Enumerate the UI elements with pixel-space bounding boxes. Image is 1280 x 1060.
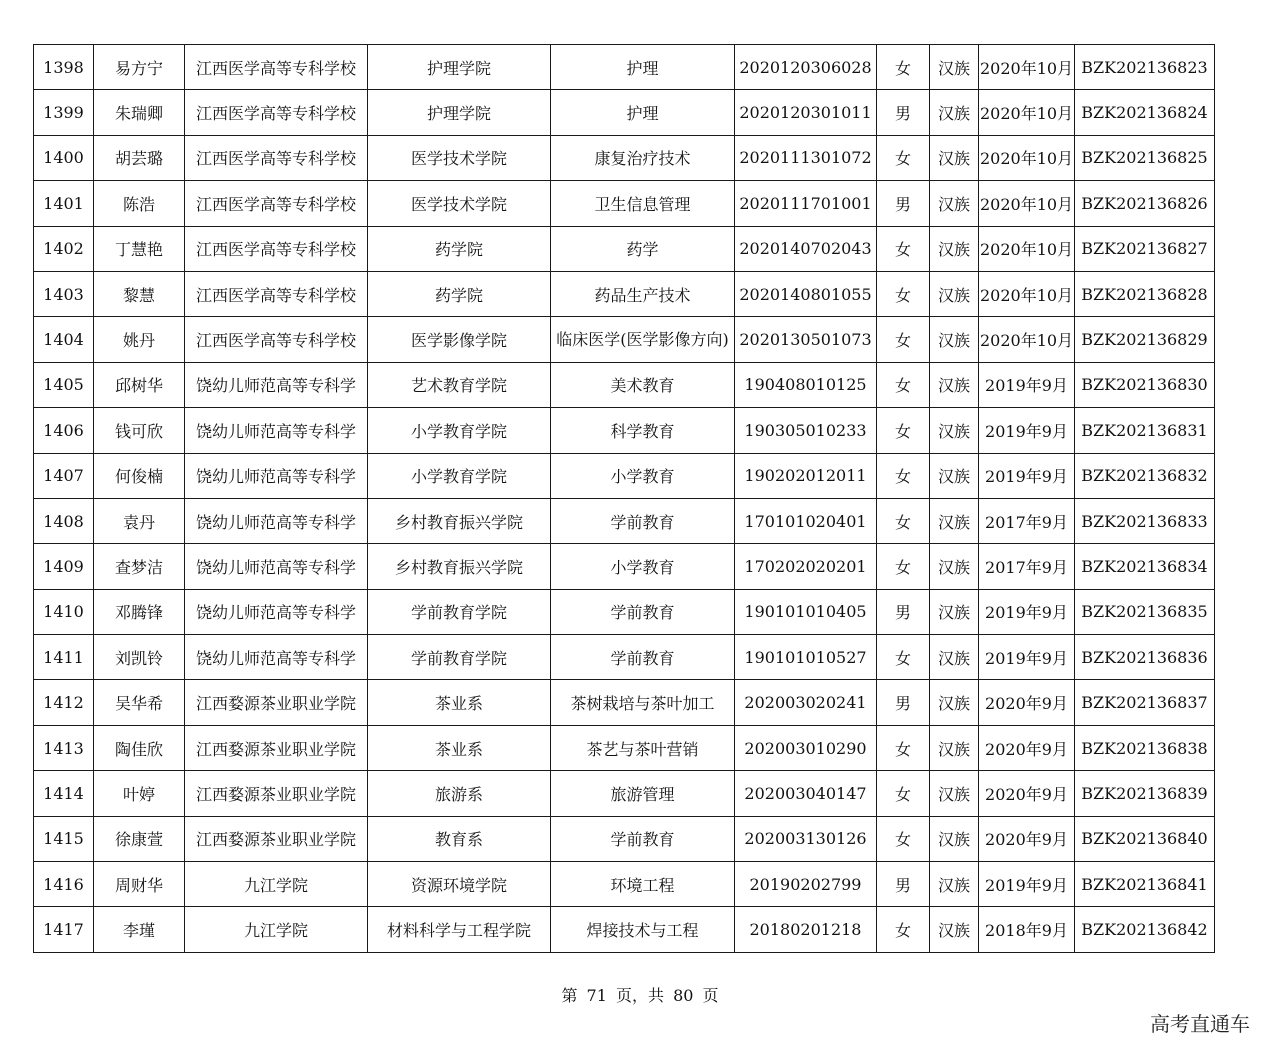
table-row — [34, 271, 1215, 316]
cell-name: 吴华希 — [94, 680, 185, 725]
cell-enrolled: 2019年9月 — [979, 635, 1075, 680]
cell-major: 学前教育 — [551, 816, 735, 861]
table-row — [34, 90, 1215, 135]
cell-college: 教育系 — [368, 816, 551, 861]
cell-college: 学前教育学院 — [368, 635, 551, 680]
cell-seq: 1404 — [34, 317, 94, 362]
roster-body — [34, 45, 1215, 953]
cell-student-id: 170202020201 — [735, 544, 877, 589]
cell-enrolled: 2020年9月 — [979, 771, 1075, 816]
cell-major: 药品生产技术 — [551, 271, 735, 316]
cell-major: 康复治疗技术 — [551, 135, 735, 180]
cell-major: 学前教育 — [551, 589, 735, 634]
cell-major: 科学教育 — [551, 408, 735, 453]
cell-college: 茶业系 — [368, 680, 551, 725]
cell-ethnicity: 汉族 — [930, 226, 979, 271]
cell-seq: 1403 — [34, 271, 94, 316]
cell-school: 饶幼儿师范高等专科学 — [185, 635, 368, 680]
cell-seq: 1399 — [34, 90, 94, 135]
cell-college: 小学教育学院 — [368, 453, 551, 498]
cell-cert-no: BZK202136828 — [1075, 271, 1215, 316]
cell-major: 小学教育 — [551, 544, 735, 589]
cell-seq: 1408 — [34, 498, 94, 543]
cell-seq: 1398 — [34, 45, 94, 90]
cell-college: 材料科学与工程学院 — [368, 907, 551, 952]
cell-cert-no: BZK202136840 — [1075, 816, 1215, 861]
cell-enrolled: 2020年9月 — [979, 725, 1075, 770]
cell-gender: 女 — [877, 271, 930, 316]
cell-cert-no: BZK202136836 — [1075, 635, 1215, 680]
cell-school: 江西婺源茶业职业学院 — [185, 816, 368, 861]
cell-gender: 女 — [877, 453, 930, 498]
cell-school: 九江学院 — [185, 862, 368, 907]
cell-major: 焊接技术与工程 — [551, 907, 735, 952]
cell-college: 药学院 — [368, 226, 551, 271]
cell-ethnicity: 汉族 — [930, 90, 979, 135]
table-row — [34, 181, 1215, 226]
cell-student-id: 190101010405 — [735, 589, 877, 634]
cell-cert-no: BZK202136834 — [1075, 544, 1215, 589]
cell-gender: 男 — [877, 680, 930, 725]
cell-gender: 男 — [877, 862, 930, 907]
cell-name: 陶佳欣 — [94, 725, 185, 770]
cell-college: 乡村教育振兴学院 — [368, 544, 551, 589]
cell-major: 药学 — [551, 226, 735, 271]
cell-student-id: 2020140702043 — [735, 226, 877, 271]
cell-seq: 1411 — [34, 635, 94, 680]
cell-major: 护理 — [551, 45, 735, 90]
cell-name: 易方宁 — [94, 45, 185, 90]
cell-enrolled: 2020年10月 — [979, 181, 1075, 226]
cell-college: 乡村教育振兴学院 — [368, 498, 551, 543]
cell-enrolled: 2020年10月 — [979, 135, 1075, 180]
table-row — [34, 498, 1215, 543]
cell-gender: 女 — [877, 498, 930, 543]
table-row — [34, 135, 1215, 180]
table-row — [34, 816, 1215, 861]
cell-major: 茶树栽培与茶叶加工 — [551, 680, 735, 725]
cell-school: 九江学院 — [185, 907, 368, 952]
cell-ethnicity: 汉族 — [930, 589, 979, 634]
cell-school: 江西婺源茶业职业学院 — [185, 680, 368, 725]
cell-college: 茶业系 — [368, 725, 551, 770]
cell-major: 临床医学(医学影像方向) — [551, 317, 735, 362]
cell-name: 何俊楠 — [94, 453, 185, 498]
cell-enrolled: 2020年10月 — [979, 45, 1075, 90]
cell-ethnicity: 汉族 — [930, 635, 979, 680]
cell-school: 饶幼儿师范高等专科学 — [185, 408, 368, 453]
cell-college: 旅游系 — [368, 771, 551, 816]
cell-student-id: 202003130126 — [735, 816, 877, 861]
cell-name: 叶婷 — [94, 771, 185, 816]
cell-gender: 女 — [877, 408, 930, 453]
cell-major: 旅游管理 — [551, 771, 735, 816]
cell-name: 陈浩 — [94, 181, 185, 226]
table-row — [34, 453, 1215, 498]
cell-school: 江西医学高等专科学校 — [185, 226, 368, 271]
cell-cert-no: BZK202136841 — [1075, 862, 1215, 907]
cell-enrolled: 2019年9月 — [979, 453, 1075, 498]
cell-enrolled: 2020年10月 — [979, 271, 1075, 316]
table-row — [34, 589, 1215, 634]
cell-major: 护理 — [551, 90, 735, 135]
cell-student-id: 20180201218 — [735, 907, 877, 952]
cell-major: 美术教育 — [551, 362, 735, 407]
cell-student-id: 202003010290 — [735, 725, 877, 770]
cell-cert-no: BZK202136833 — [1075, 498, 1215, 543]
cell-seq: 1417 — [34, 907, 94, 952]
cell-name: 徐康萱 — [94, 816, 185, 861]
cell-school: 江西医学高等专科学校 — [185, 181, 368, 226]
cell-name: 袁丹 — [94, 498, 185, 543]
cell-ethnicity: 汉族 — [930, 317, 979, 362]
table-row — [34, 725, 1215, 770]
cell-ethnicity: 汉族 — [930, 271, 979, 316]
cell-enrolled: 2017年9月 — [979, 544, 1075, 589]
cell-enrolled: 2020年9月 — [979, 680, 1075, 725]
cell-name: 姚丹 — [94, 317, 185, 362]
table-row — [34, 544, 1215, 589]
cell-ethnicity: 汉族 — [930, 135, 979, 180]
cell-college: 资源环境学院 — [368, 862, 551, 907]
cell-college: 护理学院 — [368, 45, 551, 90]
cell-seq: 1401 — [34, 181, 94, 226]
cell-college: 药学院 — [368, 271, 551, 316]
cell-gender: 女 — [877, 816, 930, 861]
cell-enrolled: 2020年10月 — [979, 90, 1075, 135]
cell-school: 饶幼儿师范高等专科学 — [185, 589, 368, 634]
cell-cert-no: BZK202136835 — [1075, 589, 1215, 634]
cell-major: 小学教育 — [551, 453, 735, 498]
cell-college: 医学技术学院 — [368, 135, 551, 180]
table-row — [34, 907, 1215, 952]
cell-seq: 1414 — [34, 771, 94, 816]
table-row — [34, 862, 1215, 907]
cell-student-id: 190101010527 — [735, 635, 877, 680]
cell-cert-no: BZK202136831 — [1075, 408, 1215, 453]
cell-school: 江西婺源茶业职业学院 — [185, 771, 368, 816]
cell-seq: 1412 — [34, 680, 94, 725]
cell-ethnicity: 汉族 — [930, 408, 979, 453]
cell-ethnicity: 汉族 — [930, 45, 979, 90]
cell-name: 朱瑞卿 — [94, 90, 185, 135]
cell-cert-no: BZK202136842 — [1075, 907, 1215, 952]
cell-cert-no: BZK202136837 — [1075, 680, 1215, 725]
cell-student-id: 2020120306028 — [735, 45, 877, 90]
cell-gender: 女 — [877, 362, 930, 407]
cell-name: 钱可欣 — [94, 408, 185, 453]
cell-cert-no: BZK202136829 — [1075, 317, 1215, 362]
cell-student-id: 190305010233 — [735, 408, 877, 453]
cell-school: 江西医学高等专科学校 — [185, 90, 368, 135]
cell-gender: 女 — [877, 771, 930, 816]
cell-student-id: 202003040147 — [735, 771, 877, 816]
cell-ethnicity: 汉族 — [930, 680, 979, 725]
cell-major: 环境工程 — [551, 862, 735, 907]
cell-ethnicity: 汉族 — [930, 498, 979, 543]
cell-school: 江西医学高等专科学校 — [185, 317, 368, 362]
cell-seq: 1416 — [34, 862, 94, 907]
table-row — [34, 635, 1215, 680]
cell-school: 饶幼儿师范高等专科学 — [185, 453, 368, 498]
cell-seq: 1406 — [34, 408, 94, 453]
cell-enrolled: 2019年9月 — [979, 408, 1075, 453]
cell-ethnicity: 汉族 — [930, 771, 979, 816]
cell-name: 周财华 — [94, 862, 185, 907]
table-row — [34, 45, 1215, 90]
cell-major: 卫生信息管理 — [551, 181, 735, 226]
cell-cert-no: BZK202136839 — [1075, 771, 1215, 816]
table-row — [34, 317, 1215, 362]
cell-cert-no: BZK202136825 — [1075, 135, 1215, 180]
cell-cert-no: BZK202136826 — [1075, 181, 1215, 226]
cell-name: 胡芸璐 — [94, 135, 185, 180]
cell-enrolled: 2018年9月 — [979, 907, 1075, 952]
cell-seq: 1407 — [34, 453, 94, 498]
cell-seq: 1410 — [34, 589, 94, 634]
cell-college: 小学教育学院 — [368, 408, 551, 453]
page-number: 第 71 页，共 80 页 — [561, 986, 719, 1005]
cell-ethnicity: 汉族 — [930, 862, 979, 907]
cell-school: 江西婺源茶业职业学院 — [185, 725, 368, 770]
cell-gender: 男 — [877, 90, 930, 135]
cell-name: 李瑾 — [94, 907, 185, 952]
table-row — [34, 226, 1215, 271]
cell-seq: 1413 — [34, 725, 94, 770]
table-row — [34, 680, 1215, 725]
cell-name: 邓腾锋 — [94, 589, 185, 634]
cell-student-id: 2020111701001 — [735, 181, 877, 226]
cell-cert-no: BZK202136832 — [1075, 453, 1215, 498]
cell-enrolled: 2020年10月 — [979, 226, 1075, 271]
cell-college: 护理学院 — [368, 90, 551, 135]
cell-college: 医学技术学院 — [368, 181, 551, 226]
cell-enrolled: 2020年10月 — [979, 317, 1075, 362]
table-row — [34, 408, 1215, 453]
cell-cert-no: BZK202136824 — [1075, 90, 1215, 135]
cell-gender: 女 — [877, 544, 930, 589]
cell-seq: 1415 — [34, 816, 94, 861]
cell-ethnicity: 汉族 — [930, 725, 979, 770]
cell-seq: 1405 — [34, 362, 94, 407]
cell-student-id: 2020111301072 — [735, 135, 877, 180]
cell-ethnicity: 汉族 — [930, 544, 979, 589]
cell-student-id: 20190202799 — [735, 862, 877, 907]
cell-ethnicity: 汉族 — [930, 362, 979, 407]
cell-enrolled: 2019年9月 — [979, 862, 1075, 907]
cell-gender: 女 — [877, 226, 930, 271]
cell-major: 学前教育 — [551, 498, 735, 543]
cell-ethnicity: 汉族 — [930, 907, 979, 952]
roster-table — [33, 44, 1215, 953]
cell-school: 江西医学高等专科学校 — [185, 135, 368, 180]
cell-enrolled: 2019年9月 — [979, 589, 1075, 634]
cell-gender: 女 — [877, 907, 930, 952]
cell-gender: 女 — [877, 317, 930, 362]
cell-school: 饶幼儿师范高等专科学 — [185, 362, 368, 407]
cell-gender: 女 — [877, 45, 930, 90]
cell-seq: 1402 — [34, 226, 94, 271]
cell-enrolled: 2019年9月 — [979, 362, 1075, 407]
cell-school: 饶幼儿师范高等专科学 — [185, 498, 368, 543]
cell-student-id: 202003020241 — [735, 680, 877, 725]
cell-enrolled: 2020年9月 — [979, 816, 1075, 861]
cell-cert-no: BZK202136830 — [1075, 362, 1215, 407]
cell-ethnicity: 汉族 — [930, 181, 979, 226]
cell-ethnicity: 汉族 — [930, 453, 979, 498]
cell-gender: 女 — [877, 135, 930, 180]
cell-college: 学前教育学院 — [368, 589, 551, 634]
watermark-logo-text: 高考直通车 — [1150, 1012, 1250, 1036]
cell-name: 丁慧艳 — [94, 226, 185, 271]
cell-cert-no: BZK202136823 — [1075, 45, 1215, 90]
cell-student-id: 190408010125 — [735, 362, 877, 407]
cell-cert-no: BZK202136838 — [1075, 725, 1215, 770]
cell-gender: 女 — [877, 725, 930, 770]
cell-student-id: 2020120301011 — [735, 90, 877, 135]
cell-seq: 1400 — [34, 135, 94, 180]
cell-student-id: 2020130501073 — [735, 317, 877, 362]
cell-college: 艺术教育学院 — [368, 362, 551, 407]
cell-enrolled: 2017年9月 — [979, 498, 1075, 543]
cell-gender: 男 — [877, 589, 930, 634]
cell-name: 查梦洁 — [94, 544, 185, 589]
cell-cert-no: BZK202136827 — [1075, 226, 1215, 271]
cell-name: 邱树华 — [94, 362, 185, 407]
cell-name: 刘凯铃 — [94, 635, 185, 680]
cell-student-id: 190202012011 — [735, 453, 877, 498]
cell-gender: 男 — [877, 181, 930, 226]
cell-student-id: 2020140801055 — [735, 271, 877, 316]
cell-seq: 1409 — [34, 544, 94, 589]
table-row — [34, 362, 1215, 407]
cell-major: 茶艺与茶叶营销 — [551, 725, 735, 770]
cell-college: 医学影像学院 — [368, 317, 551, 362]
cell-school: 江西医学高等专科学校 — [185, 271, 368, 316]
cell-gender: 女 — [877, 635, 930, 680]
cell-school: 江西医学高等专科学校 — [185, 45, 368, 90]
cell-name: 黎慧 — [94, 271, 185, 316]
cell-student-id: 170101020401 — [735, 498, 877, 543]
cell-major: 学前教育 — [551, 635, 735, 680]
table-row — [34, 771, 1215, 816]
cell-ethnicity: 汉族 — [930, 816, 979, 861]
cell-school: 饶幼儿师范高等专科学 — [185, 544, 368, 589]
